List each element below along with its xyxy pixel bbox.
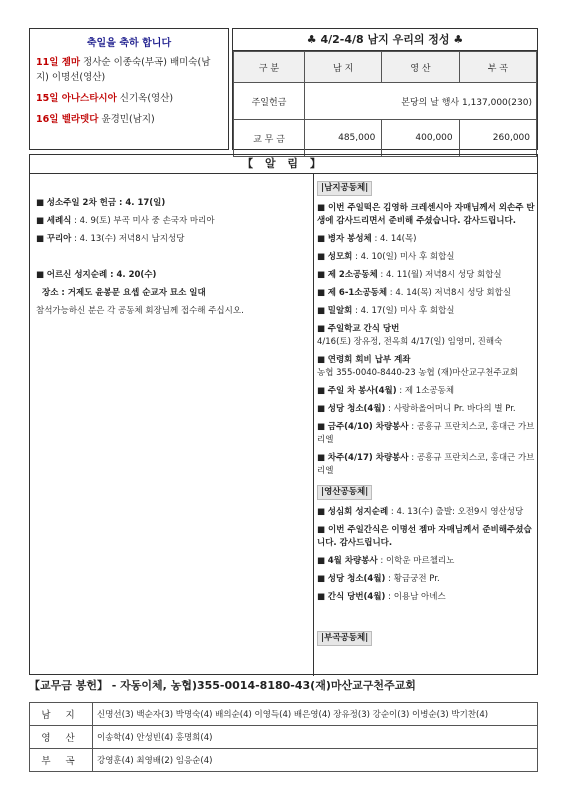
notice-item: ■ 금주(4/10) 차량봉사 : 공흥규 프란치스코, 홍대근 가브리엘 <box>317 422 535 445</box>
notice-item: ■ 성소주일 2차 헌금 : 4. 17(일) <box>36 198 166 208</box>
header-category: 구 분 <box>234 52 305 83</box>
feast-day-box <box>29 28 229 150</box>
notice-item: ■ 이번 주일떡은 김영하 크레센시아 자매님께서 외손주 탄생에 감사드리면서 준비해 주셨습니다. 감사드립니다. <box>317 203 535 226</box>
bugok-section-title: |부곡공동체| <box>317 631 372 646</box>
members-table <box>29 702 538 772</box>
header-bugok: 부 곡 <box>459 52 536 83</box>
parish-members: 이송학(4) 안성빈(4) 홍명희(4) <box>93 726 538 749</box>
mission-fund-label: 교 무 금 <box>234 120 305 157</box>
feast-entry: 15일 아나스타시아 신기옥(영산) <box>36 93 174 104</box>
mission-namji: 485,000 <box>305 120 382 157</box>
members-box <box>29 702 538 772</box>
namji-section-title: |남지공동체| <box>317 181 372 196</box>
header-namji: 남 지 <box>305 52 382 83</box>
parish-label: 영 산 <box>30 726 93 749</box>
notice-item: ■ 차주(4/17) 차량봉사 : 공흥규 프란치스코, 홍대근 가브리엘 <box>317 453 535 476</box>
notice-item: ■ 꾸리아 : 4. 13(수) 저녁8시 남지성당 <box>36 234 185 244</box>
notice-item: ■ 주일학교 간식 당번 <box>317 324 400 334</box>
mission-yeongsan: 400,000 <box>382 120 459 157</box>
feast-entry: 16일 벨라뎃다 윤경민(남지) <box>36 114 155 125</box>
parish-members: 신명선(3) 백순자(3) 박명숙(4) 배의순(4) 이영득(4) 배은영(4) 장유정(3) 강순이(3) 이병순(3) 박기찬(4) <box>93 703 538 726</box>
notice-item: ■ 간식 당번(4월) : 이용남 아녜스 <box>317 592 446 602</box>
sunday-offering-value: 본당의 날 행사 1,137,000(230) <box>305 83 537 120</box>
notice-item: ■ 성당 청소(4월) : 황금궁전 Pr. <box>317 574 440 584</box>
notice-item: 4/16(토) 장유정, 전옥희 4/17(일) 임영미, 진해숙 <box>317 337 503 347</box>
parish-members: 강영훈(4) 최영배(2) 임응순(4) <box>93 749 538 772</box>
offering-title: ♣ 4/2-4/8 남지 우리의 정성 ♣ <box>233 29 537 51</box>
notice-item: 장소 : 거제도 윤봉문 요셉 순교자 묘소 일대 <box>42 288 206 298</box>
notice-item: ■ 병자 봉성체 : 4. 14(목) <box>317 234 417 244</box>
parish-label: 남 지 <box>30 703 93 726</box>
notice-item: ■ 성당 청소(4월) : 사랑하올어머니 Pr. 바다의 별 Pr. <box>317 404 516 414</box>
notice-item: ■ 4월 차량봉사 : 이학운 마르첼리노 <box>317 556 455 566</box>
notice-item: ■ 성모회 : 4. 10(일) 미사 후 회합실 <box>317 252 455 262</box>
notice-item: ■ 어르신 성지순례 : 4. 20(수) <box>36 270 157 280</box>
offering-box <box>232 28 538 150</box>
notice-item: 농협 355-0040-8440-23 농협 (재)마산교구천주교회 <box>317 368 518 378</box>
sunday-offering-label: 주일헌금 <box>234 83 305 120</box>
notice-item: ■ 제 2소공동체 : 4. 11(월) 저녁8시 성당 회합실 <box>317 270 502 280</box>
offering-table <box>233 51 537 157</box>
notice-item: ■ 제 6-1소공동체 : 4. 14(목) 저녁8시 성당 회합실 <box>317 288 512 298</box>
table-row <box>30 703 538 726</box>
announcements-right-column <box>317 179 535 652</box>
feast-entry: 11일 젬마 정사순 이종숙(부곡) 배미숙(남지) 이명선(영산) <box>36 57 211 83</box>
table-row <box>30 726 538 749</box>
announcements-left-column <box>36 197 306 323</box>
yeongsan-section-title: |영산공동체| <box>317 485 372 500</box>
header-yeongsan: 영 산 <box>382 52 459 83</box>
notice-item: 참석가능하신 분은 각 공동체 회장님께 접수해 주십시오. <box>36 306 244 316</box>
announcements-box <box>29 154 538 675</box>
notice-item: ■ 주일 차 봉사(4월) : 제 1소공동체 <box>317 386 455 396</box>
notice-item: ■ 성심회 성지순례 : 4. 13(수) 출발: 오전9시 영산성당 <box>317 507 524 517</box>
parish-label: 부 곡 <box>30 749 93 772</box>
notice-item: ■ 이번 주일간식은 이명선 젬마 자매님께서 준비해주셨습니다. 감사드립니다. <box>317 525 532 548</box>
notice-item: ■ 연령회 회비 납부 계좌 <box>317 355 411 365</box>
column-divider <box>313 173 314 676</box>
announcements-title: 【 알 림 】 <box>30 155 537 174</box>
mission-bugok: 260,000 <box>459 120 536 157</box>
feast-title: 축일을 축하 합니다 <box>86 38 172 49</box>
mission-fund-bank-info: 【교무금 봉헌】 - 자동이체, 농협)355-0014-8180-43(재)마산교구천주교회 <box>29 679 416 692</box>
notice-item: ■ 세례식 : 4. 9(토) 부곡 미사 중 손국자 마리아 <box>36 216 215 226</box>
table-row <box>30 749 538 772</box>
notice-item: ■ 밀알회 : 4. 17(일) 미사 후 회합실 <box>317 306 455 316</box>
